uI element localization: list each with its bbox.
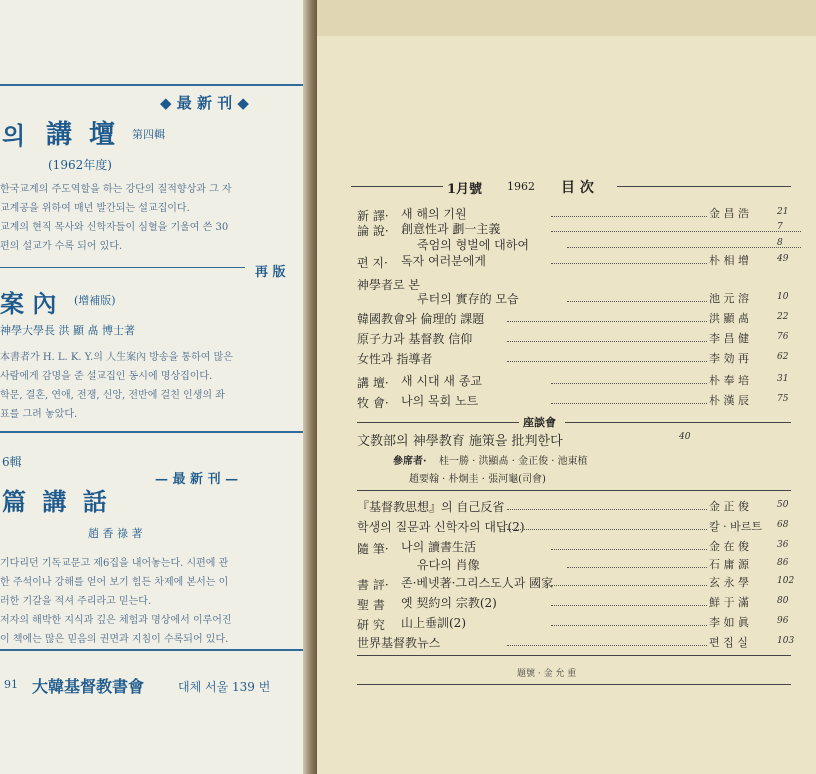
ad1-new-release: ◆ 最 新 刊 ◆ bbox=[160, 94, 249, 112]
toc-entry-title: 옛 契約의 宗教(2) bbox=[401, 596, 497, 610]
toc-entry-page: 86 bbox=[777, 558, 789, 568]
symposium-page: 40 bbox=[679, 432, 691, 442]
header-rule-right bbox=[617, 186, 791, 187]
ad2-author: 神學大學長 洪 顯 卨 博士著 bbox=[0, 324, 135, 337]
ad3-title: 篇 講 話 bbox=[2, 487, 111, 516]
right-page-table-of-contents bbox=[317, 0, 816, 774]
toc-entry-leader bbox=[551, 231, 801, 232]
toc-entry-author: 金 昌 浩 bbox=[709, 207, 749, 220]
ad3-author: 趙 香 祿 著 bbox=[88, 527, 143, 540]
toc-entry-page: 102 bbox=[777, 576, 795, 586]
toc-entry-leader bbox=[551, 605, 707, 606]
ad3-desc-line: 한 주석이나 강해를 얻어 보기 힘든 차제에 본서는 이 bbox=[0, 577, 229, 588]
toc-entry-label: 牧 會· bbox=[357, 396, 389, 410]
toc-entry-title: 죽엄의 형벌에 대하여 bbox=[417, 238, 529, 252]
toc-entry-label: 講 壇· bbox=[357, 376, 389, 390]
toc-entry-title: 『基督教思想』의 自己反省 bbox=[357, 500, 505, 514]
toc-entry-page: 10 bbox=[777, 292, 789, 302]
ad2-edition: (增補版) bbox=[74, 294, 116, 307]
cover-credit: 題號 · 金 允 重 bbox=[517, 669, 577, 679]
toc-entry-author: 李 如 眞 bbox=[709, 616, 749, 629]
toc-entry-leader bbox=[551, 383, 707, 384]
toc-entry-label: 新 譯· bbox=[357, 209, 389, 223]
toc-entry-leader bbox=[551, 585, 707, 586]
toc-entry-leader bbox=[507, 321, 707, 322]
toc-entry-page: 49 bbox=[777, 254, 789, 264]
toc-entry-author: 金 在 俊 bbox=[709, 540, 749, 553]
toc-entry-title: 새 해의 기원 bbox=[401, 207, 467, 221]
ad2-title: 案 內 bbox=[0, 289, 57, 318]
footer-page-number: 91 bbox=[4, 678, 18, 691]
toc-entry-author: 李 昌 健 bbox=[709, 332, 749, 345]
toc-entry-title: 나의 讀書生活 bbox=[401, 540, 476, 554]
symposium-rule-left bbox=[357, 422, 519, 423]
toc-entry-author: 李 効 再 bbox=[709, 352, 749, 365]
toc-entry-title: 유다의 肖像 bbox=[417, 558, 480, 572]
toc-entry-page: 80 bbox=[777, 596, 789, 606]
ad2-desc-line: 표를 그려 놓았다. bbox=[0, 409, 78, 420]
toc-entry-author: 金 正 俊 bbox=[709, 500, 749, 513]
toc-entry-label: 研 究 bbox=[357, 618, 385, 632]
footer-publisher: 大韓基督教書會 bbox=[32, 677, 145, 696]
toc-entry-leader bbox=[567, 301, 707, 302]
ad3-new-release: — 最 新 刊 — bbox=[155, 472, 239, 487]
toc-entry-title: 世界基督教뉴스 bbox=[357, 636, 441, 650]
toc-entry-title: 女性과 指導者 bbox=[357, 352, 433, 366]
toc-entry-title: 原子力과 基督教 信仰 bbox=[357, 332, 473, 346]
symposium-title: 文教部의 神學教育 施策을 批判한다 bbox=[357, 434, 563, 449]
ad2-desc-line: 사람에게 감명을 준 설교집인 동시에 명상집이다. bbox=[0, 371, 213, 382]
toc-issue: 1月號 bbox=[447, 182, 483, 197]
toc-entry-label: 書 評· bbox=[357, 578, 389, 592]
toc-entry-leader bbox=[507, 645, 707, 646]
toc-entry-leader bbox=[507, 529, 707, 530]
toc-entry-leader bbox=[551, 403, 707, 404]
toc-entry-title: 神學者로 본 bbox=[357, 278, 420, 292]
symposium-attendees-2: 趙要翰 · 朴炯圭 · 張河龜(司會) bbox=[409, 474, 546, 485]
toc-entry-page: 7 bbox=[777, 222, 783, 232]
toc-entry-title: 새 시대 새 종교 bbox=[401, 374, 482, 388]
toc-entry-page: 68 bbox=[777, 520, 789, 530]
toc-entry-leader bbox=[567, 247, 801, 248]
ad1-title-a: 의 bbox=[2, 121, 26, 150]
toc-entry-title: 나의 목회 노트 bbox=[401, 394, 479, 408]
toc-entry-title: 독자 여러분에게 bbox=[401, 254, 486, 268]
toc-entry-page: 75 bbox=[777, 394, 789, 404]
ad3-desc-line: 러한 기갈을 적셔 주리라고 믿는다. bbox=[0, 596, 152, 607]
toc-entry-title: 韓國教會와 倫理的 課題 bbox=[357, 312, 485, 326]
ad1-volume: 第四輯 bbox=[132, 128, 165, 141]
section-rule bbox=[357, 490, 791, 491]
toc-entry-leader bbox=[507, 509, 707, 510]
toc-title: 目 次 bbox=[561, 180, 594, 196]
toc-entry-page: 50 bbox=[777, 500, 789, 510]
toc-year: 1962 bbox=[507, 180, 535, 193]
toc-entry-author: 石 庸 源 bbox=[709, 558, 749, 571]
ad1-year: (1962年度) bbox=[48, 158, 112, 172]
symposium-attendees-label: 參席者· bbox=[393, 456, 427, 467]
ad1-desc-line: 교계공을 위하여 매년 발간되는 설교집이다. bbox=[0, 203, 190, 214]
toc-entry-author: 玄 永 學 bbox=[709, 576, 749, 589]
ad2-rule bbox=[0, 267, 245, 268]
toc-entry-title: 루터의 實存的 모습 bbox=[417, 292, 519, 306]
bottom-rule-2 bbox=[357, 684, 791, 685]
toc-entry-author: 洪 顯 卨 bbox=[709, 312, 749, 325]
ad3-desc-line: 이 책에는 많은 믿음의 권면과 지침이 수록되어 있다. bbox=[0, 634, 229, 645]
toc-entry-page: 62 bbox=[777, 352, 789, 362]
toc-entry-title: 존·베넷著·그리스도人과 國家 bbox=[401, 576, 554, 590]
toc-entry-page: 8 bbox=[777, 238, 783, 248]
toc-entry-leader bbox=[507, 361, 707, 362]
toc-entry-leader bbox=[551, 625, 707, 626]
ad1-desc-line: 교계의 현직 목사와 신학자들이 심혈을 기울여 쓴 30 bbox=[0, 222, 229, 233]
ad2-desc-line: 本書者가 H. L. K. Y.의 人生案內 방송을 통하여 많은 bbox=[0, 352, 233, 363]
toc-entry-leader bbox=[567, 567, 707, 568]
toc-entry-title: 학생의 질문과 신학자의 대답(2) bbox=[357, 520, 525, 534]
toc-entry-page: 21 bbox=[777, 207, 789, 217]
toc-entry-page: 76 bbox=[777, 332, 789, 342]
ad1-desc-line: 한국교계의 주도역할을 하는 강단의 질적향상과 그 자 bbox=[0, 184, 232, 195]
symposium-rule-right bbox=[565, 422, 791, 423]
toc-entry-label: 聖 書 bbox=[357, 598, 385, 612]
ad1-desc-line: 편의 설교가 수록 되어 있다. bbox=[0, 241, 123, 252]
ad2-reprint: 再 版 bbox=[255, 265, 286, 280]
toc-entry-author: 朴 相 增 bbox=[709, 254, 749, 267]
toc-entry-author: 鮮 于 滿 bbox=[709, 596, 749, 609]
toc-entry-author: 朴 漢 辰 bbox=[709, 394, 749, 407]
bottom-rule bbox=[357, 655, 791, 656]
ad3-desc-line: 기다리던 기독교문고 제6집을 내어놓는다. 시편에 관 bbox=[0, 558, 229, 569]
ad-border-top bbox=[0, 84, 303, 86]
footer-phone: 대체 서울 139 번 bbox=[178, 680, 271, 694]
ad1-title: 講 壇 bbox=[46, 120, 120, 150]
toc-entry-page: 36 bbox=[777, 540, 789, 550]
header-rule-left bbox=[351, 186, 443, 187]
toc-entry-author: 朴 奉 培 bbox=[709, 374, 749, 387]
toc-entry-page: 96 bbox=[777, 616, 789, 626]
toc-entry-leader bbox=[551, 549, 707, 550]
toc-entry-page: 22 bbox=[777, 312, 789, 322]
toc-entry-author: 편 집 실 bbox=[709, 636, 748, 649]
toc-entry-leader bbox=[507, 341, 707, 342]
toc-entry-label: 편 지· bbox=[357, 256, 388, 270]
toc-entry-author: 池 元 溶 bbox=[709, 292, 749, 305]
ad3-vol: 6輯 bbox=[2, 455, 22, 469]
ad2-desc-line: 학문, 결혼, 연애, 전쟁, 신앙, 전반에 걸친 인생의 좌 bbox=[0, 390, 225, 401]
toc-entry-title: 創意性과 劃一主義 bbox=[401, 222, 501, 236]
toc-entry-label: 論 說· bbox=[357, 224, 389, 238]
symposium-heading: 座談會 bbox=[523, 416, 556, 429]
toc-entry-title: 山上垂訓(2) bbox=[401, 616, 466, 630]
left-page-advertisements bbox=[0, 0, 303, 774]
toc-entry-label: 隨 筆· bbox=[357, 542, 389, 556]
symposium-attendees-1: 桂一勝 · 洪顯卨 · 金正俊 · 池東植 bbox=[439, 456, 588, 467]
book-gutter bbox=[303, 0, 317, 774]
toc-entry-leader bbox=[551, 263, 707, 264]
toc-entry-leader bbox=[551, 216, 707, 217]
toc-entry-page: 103 bbox=[777, 636, 795, 646]
toc-entry-page: 31 bbox=[777, 374, 789, 384]
ad3-desc-line: 저자의 해박한 지식과 깊은 체험과 명상에서 이루어진 bbox=[0, 615, 232, 626]
toc-entry-author: 칼 · 바르트 bbox=[709, 520, 762, 533]
